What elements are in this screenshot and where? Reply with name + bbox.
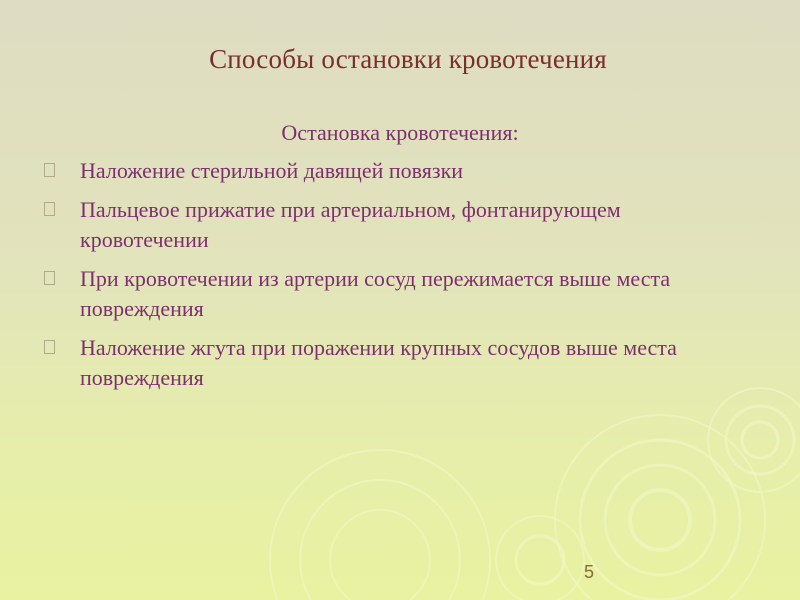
list-item — [44, 156, 744, 186]
slide-title: Способы остановки кровотечения — [209, 44, 607, 74]
bullet-list — [44, 156, 744, 402]
bullet-square-icon — [44, 271, 55, 285]
intro-heading: Остановка кровотечения: — [281, 120, 519, 145]
list-item — [44, 333, 744, 393]
bullet-square-icon — [44, 163, 55, 177]
page-number: 5 — [583, 562, 594, 582]
bullet-text: При кровотечении из артерии сосуд пережимается выше места повреждения — [80, 266, 671, 321]
bullet-text: Пальцевое прижатие при артериальном, фонтанирующем кровотечении — [80, 197, 621, 252]
bullet-text: Наложение жгута при поражении крупных сосудов выше места повреждения — [80, 335, 677, 390]
bullet-square-icon — [44, 340, 55, 354]
bullet-square-icon — [44, 202, 55, 216]
list-item — [44, 195, 744, 255]
list-item — [44, 264, 744, 324]
bullet-text: Наложение стерильной давящей повязки — [80, 158, 464, 183]
